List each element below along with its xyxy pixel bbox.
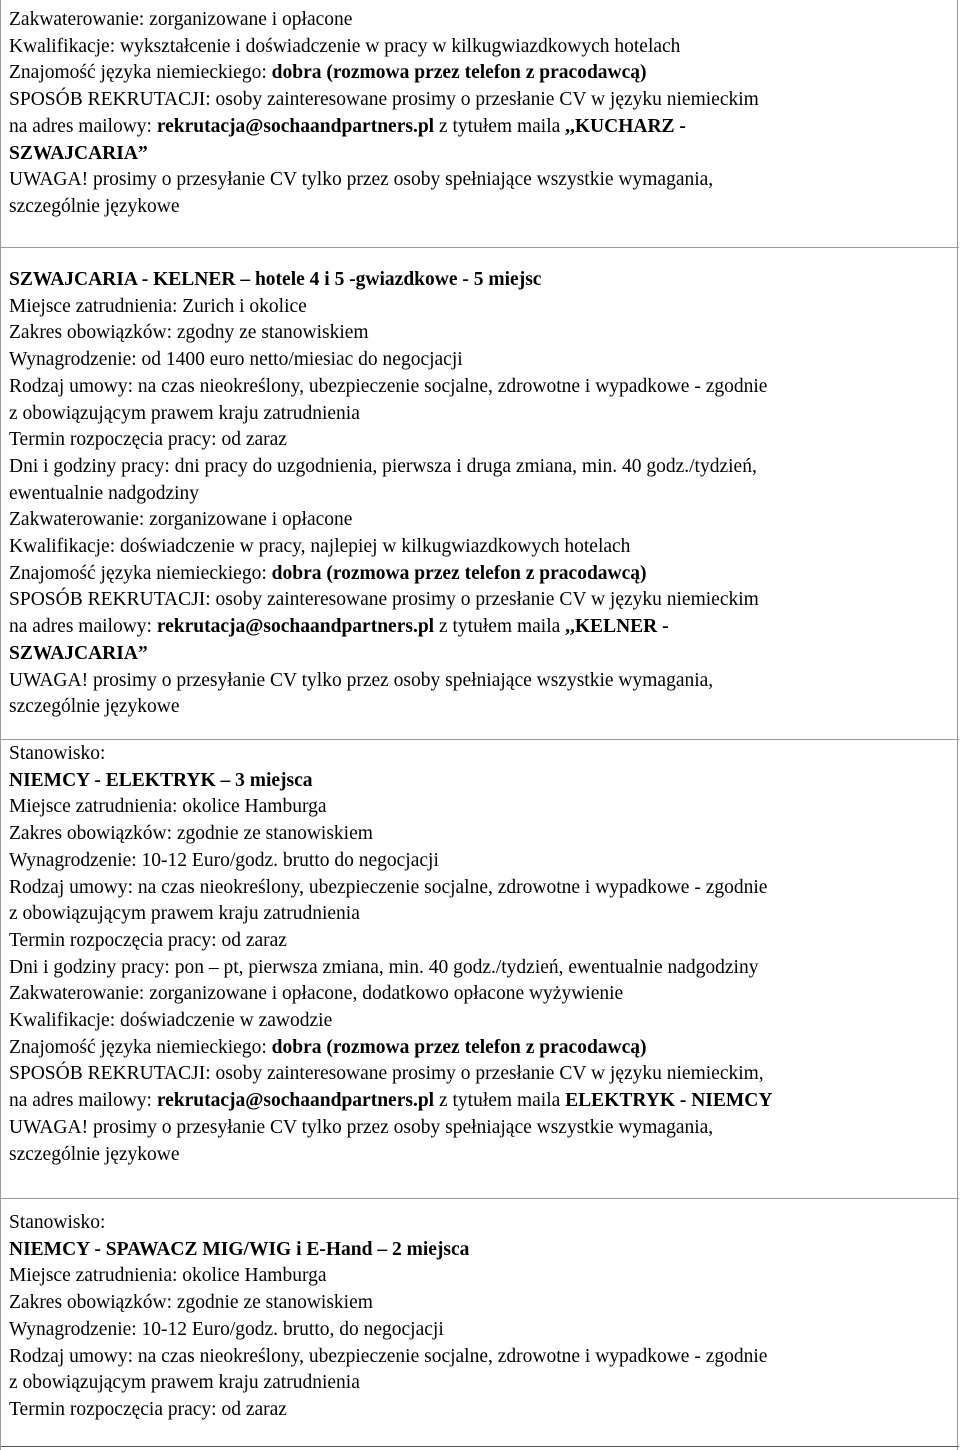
note-line-continued: szczególnie językowe: [9, 195, 180, 217]
accommodation-line: Zakwaterowanie: zorganizowane i opłacone: [9, 9, 353, 30]
working-hours-line: Dni i godziny pracy: pon – pt, pierwsza zmiana, min. 40 godz./tydzień, ewentualnie nadgodziny: [9, 956, 759, 978]
contract-line-continued: z obowiązującym prawem kraju zatrudnienia: [9, 1372, 360, 1394]
offer-heading: SZWAJCARIA - KELNER – hotele 4 i 5 -gwiazdkowe - 5 miejsc: [9, 269, 542, 290]
note-line-continued: szczególnie językowe: [9, 1143, 180, 1165]
email-line: [9, 614, 958, 641]
subject-prefix: z tytułem maila: [434, 1090, 566, 1112]
start-date-line: Termin rozpoczęcia pracy: od zaraz: [9, 929, 287, 951]
duties-line: Zakres obowiązków: zgodny ze stanowiskiem: [9, 322, 369, 344]
email-address[interactable]: rekrutacja@sochaandpartners.pl: [156, 115, 435, 137]
section-divider: [1, 1198, 959, 1199]
german-label: Znajomość języka niemieckiego:: [9, 62, 272, 84]
qualifications-line: Kwalifikacje: doświadczenie w pracy, najlepiej w kilkugwiazdkowych hotelach: [9, 536, 631, 558]
accommodation-line: Zakwaterowanie: zorganizowane i opłacone: [9, 509, 353, 531]
email-prefix: na adres mailowy:: [9, 115, 157, 137]
recruitment-line: SPOSÓB REKRUTACJI: osoby zainteresowane prosimy o przesłanie CV w języku niemieckim: [9, 89, 759, 111]
subject-prefix: z tytułem maila: [434, 616, 566, 638]
german-label: Znajomość języka niemieckiego:: [9, 562, 272, 584]
offer-electrician-germany: [1, 741, 958, 1168]
start-date-line: Termin rozpoczęcia pracy: od zaraz: [9, 1398, 287, 1420]
offer-welder-germany: [1, 1210, 958, 1424]
email-subject: ELEKTRYK - NIEMCY: [565, 1090, 773, 1112]
location-line: Miejsce zatrudnienia: okolice Hamburga: [9, 1265, 327, 1287]
note-line: UWAGA! prosimy o przesyłanie CV tylko przez osoby spełniające wszystkie wymagania,: [9, 669, 714, 691]
contract-line-continued: z obowiązującym prawem kraju zatrudnienia: [9, 903, 360, 925]
email-line: [9, 114, 958, 141]
contract-line: Rodzaj umowy: na czas nieokreślony, ubezpieczenie socjalne, zdrowotne i wypadkowe - zgodnie: [9, 375, 768, 397]
location-line: Miejsce zatrudnienia: okolice Hamburga: [9, 796, 327, 818]
email-subject: ,,KELNER -: [565, 616, 669, 638]
salary-line: Wynagrodzenie: 10-12 Euro/godz. brutto, do negocjacji: [9, 1318, 444, 1340]
german-label: Znajomość języka niemieckiego:: [9, 1036, 272, 1058]
email-address[interactable]: rekrutacja@sochaandpartners.pl: [156, 616, 435, 638]
recruitment-line: SPOSÓB REKRUTACJI: osoby zainteresowane prosimy o przesłanie CV w języku niemieckim: [9, 589, 759, 611]
position-label: Stanowisko:: [9, 1212, 106, 1233]
note-line: UWAGA! prosimy o przesyłanie CV tylko przez osoby spełniające wszystkie wymagania,: [9, 169, 714, 191]
offer-heading: NIEMCY - ELEKTRYK – 3 miejsca: [9, 769, 313, 791]
email-line: [9, 1088, 958, 1115]
german-language-line: [9, 561, 958, 588]
german-language-line: [9, 1035, 958, 1062]
email-subject-continued: SZWAJCARIA”: [9, 142, 148, 164]
contract-line: Rodzaj umowy: na czas nieokreślony, ubezpieczenie socjalne, zdrowotne i wypadkowe - zgodnie: [9, 1345, 768, 1367]
position-label: Stanowisko:: [9, 743, 106, 764]
accommodation-line: Zakwaterowanie: zorganizowane i opłacone, dodatkowo opłacone wyżywienie: [9, 983, 624, 1005]
email-subject-continued: SZWAJCARIA”: [9, 642, 148, 664]
section-divider: [1, 739, 959, 740]
duties-line: Zakres obowiązków: zgodnie ze stanowiskiem: [9, 823, 373, 845]
recruitment-line: SPOSÓB REKRUTACJI: osoby zainteresowane prosimy o przesłanie CV w języku niemieckim,: [9, 1063, 764, 1085]
german-language-line: [9, 60, 958, 87]
salary-line: Wynagrodzenie: 10-12 Euro/godz. brutto do negocjacji: [9, 849, 439, 871]
email-prefix: na adres mailowy:: [9, 1090, 157, 1112]
german-level: dobra (rozmowa przez telefon z pracodawcą): [271, 1036, 647, 1058]
email-address[interactable]: rekrutacja@sochaandpartners.pl: [156, 1090, 435, 1112]
offer-heading: NIEMCY - SPAWACZ MIG/WIG i E-Hand – 2 miejsca: [9, 1238, 470, 1260]
note-line: UWAGA! prosimy o przesyłanie CV tylko przez osoby spełniające wszystkie wymagania,: [9, 1116, 714, 1138]
email-subject: ,,KUCHARZ -: [565, 115, 686, 137]
email-prefix: na adres mailowy:: [9, 616, 157, 638]
qualifications-line: Kwalifikacje: doświadczenie w zawodzie: [9, 1010, 333, 1032]
offer-waiter-switzerland: [1, 267, 958, 721]
subject-prefix: z tytułem maila: [434, 115, 566, 137]
duties-line: Zakres obowiązków: zgodnie ze stanowiskiem: [9, 1292, 373, 1314]
salary-line: Wynagrodzenie: od 1400 euro netto/miesiac do negocjacji: [9, 349, 463, 371]
offer-cook-switzerland-tail: [1, 7, 958, 221]
section-divider: [1, 247, 959, 248]
german-level: dobra (rozmowa przez telefon z pracodawcą): [271, 62, 647, 84]
working-hours-line: Dni i godziny pracy: dni pracy do uzgodnienia, pierwsza i druga zmiana, min. 40 godz./tydzień,: [9, 455, 757, 477]
working-hours-line-continued: ewentualnie nadgodziny: [9, 482, 200, 504]
bottom-border: [1, 1446, 959, 1447]
german-level: dobra (rozmowa przez telefon z pracodawcą): [271, 562, 647, 584]
contract-line: Rodzaj umowy: na czas nieokreślony, ubezpieczenie socjalne, zdrowotne i wypadkowe - zgodnie: [9, 876, 768, 898]
note-line-continued: szczególnie językowe: [9, 696, 180, 718]
qualifications-line: Kwalifikacje: wykształcenie i doświadczenie w pracy w kilkugwiazdkowych hotelach: [9, 35, 681, 57]
location-line: Miejsce zatrudnienia: Zurich i okolice: [9, 295, 307, 317]
contract-line-continued: z obowiązującym prawem kraju zatrudnienia: [9, 402, 360, 424]
start-date-line: Termin rozpoczęcia pracy: od zaraz: [9, 429, 287, 451]
